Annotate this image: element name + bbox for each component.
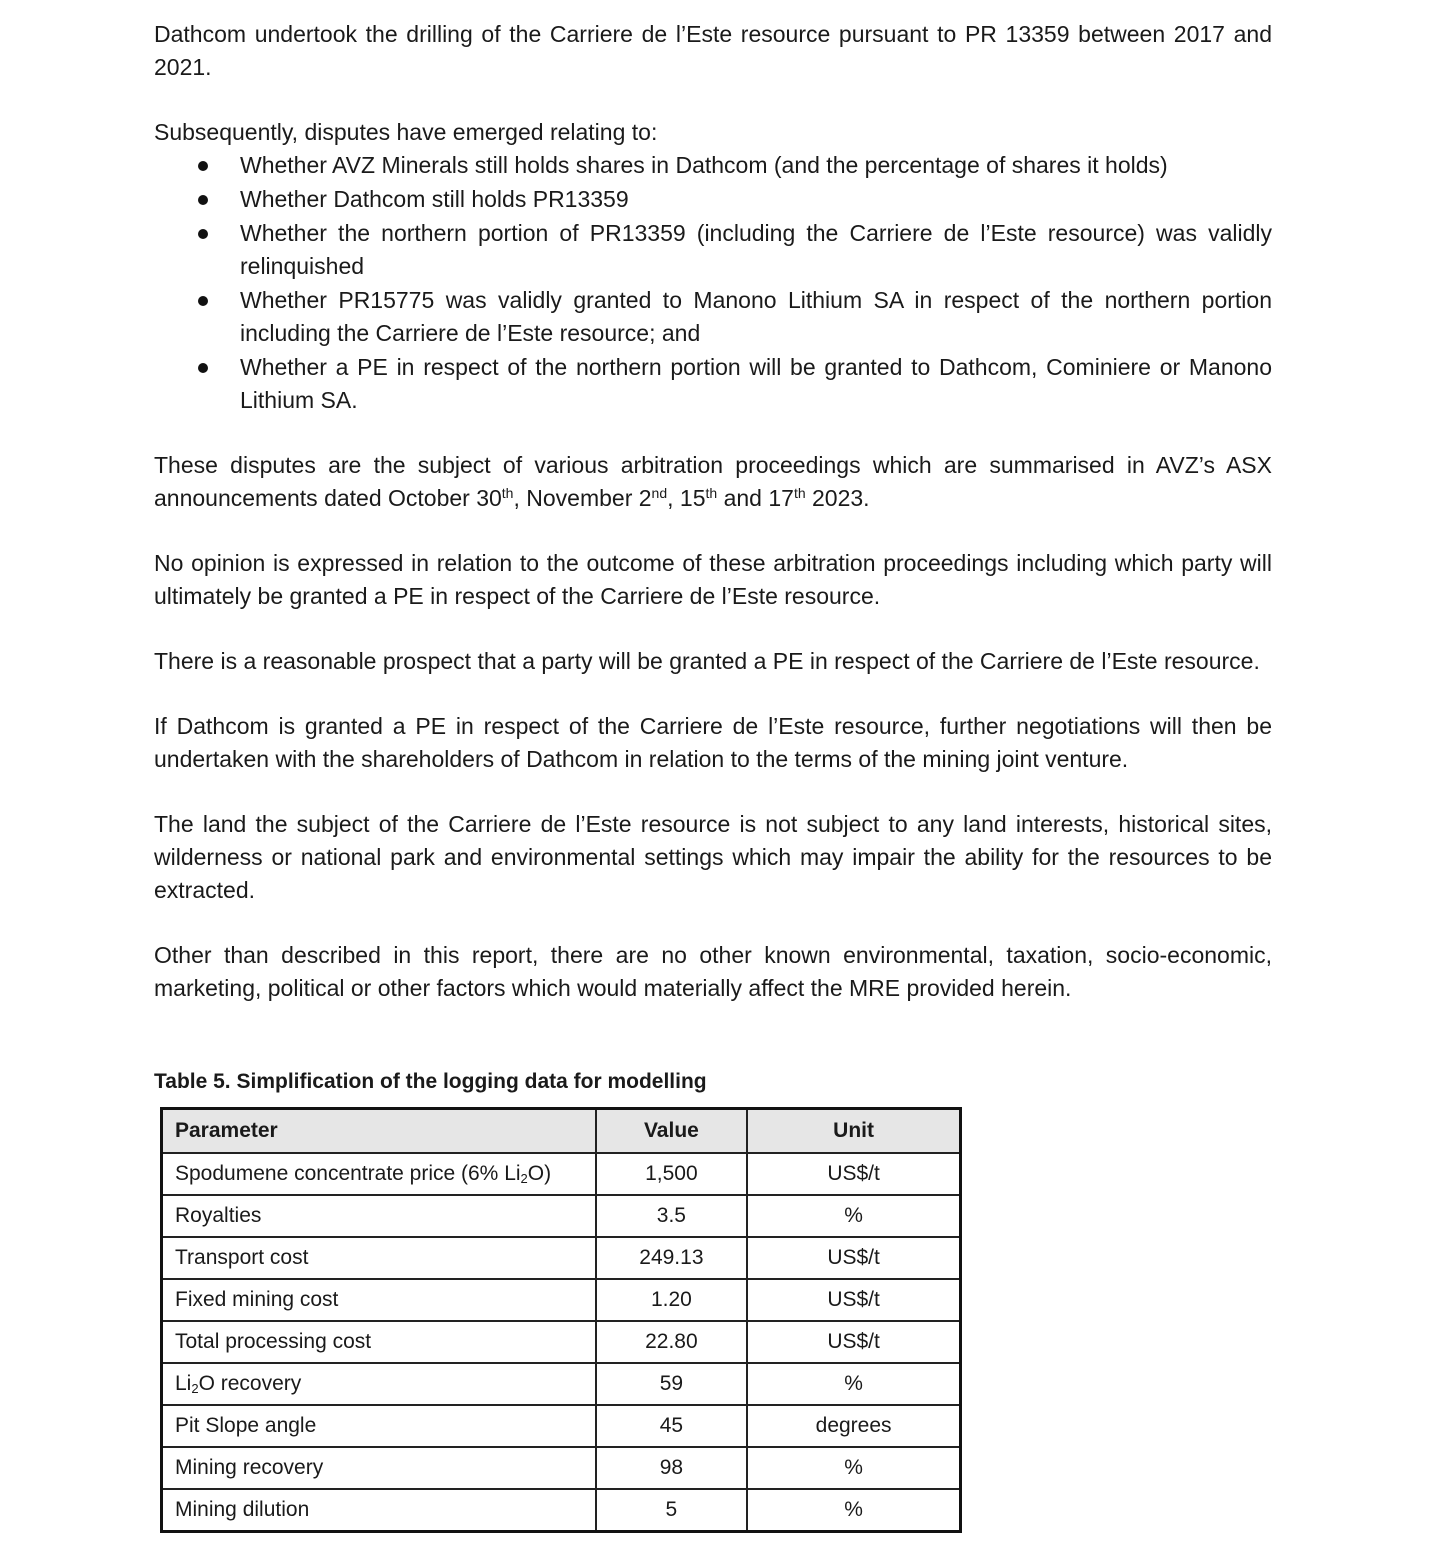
paragraph-land: The land the subject of the Carriere de l’Este resource is not subject to any land interests, historical sites, wilderness or national park and environmental settings which may impair the ability for the resources to be extracted. [154, 811, 1272, 903]
table-row [162, 1405, 961, 1447]
list-item: Whether the northern portion of PR13359 (including the Carriere de l’Este resource) was validly relinquished [154, 217, 1272, 283]
paragraph-drilling: Dathcom undertook the drilling of the Carriere de l’Este resource pursuant to PR 13359 between 2017 and 2021. [154, 21, 1272, 80]
cell-unit: % [747, 1195, 960, 1237]
cell-value: 3.5 [596, 1195, 748, 1237]
table-row [162, 1321, 961, 1363]
cell-unit: US$/t [747, 1321, 960, 1363]
cell-value: 22.80 [596, 1321, 748, 1363]
cell-unit: % [747, 1363, 960, 1405]
paragraph-reasonable-prospect: There is a reasonable prospect that a party will be granted a PE in respect of the Carriere de l’Este resource. [154, 648, 1260, 674]
cell-unit: US$/t [747, 1237, 960, 1279]
cell-value: 249.13 [596, 1237, 748, 1279]
bullet-icon [198, 363, 208, 373]
table-row [162, 1195, 961, 1237]
cell-value: 45 [596, 1405, 748, 1447]
bullet-icon [198, 229, 208, 239]
table-header-row [162, 1109, 961, 1154]
cell-unit: % [747, 1489, 960, 1532]
document-body [154, 18, 1272, 1005]
paragraph-disputes-lead: Subsequently, disputes have emerged relating to: [154, 119, 658, 145]
cell-value: 1.20 [596, 1279, 748, 1321]
table-row [162, 1363, 961, 1405]
cell-unit: US$/t [747, 1279, 960, 1321]
cell-parameter: Mining recovery [162, 1447, 596, 1489]
bullet-icon [198, 161, 208, 171]
column-header-value: Value [596, 1109, 748, 1154]
cell-parameter: Spodumene concentrate price (6% $Li_2O$) [162, 1153, 596, 1195]
cell-parameter: Fixed mining cost [162, 1279, 596, 1321]
cell-parameter: Royalties [162, 1195, 596, 1237]
paragraph-arbitration: These disputes are the subject of various arbitration proceedings which are summarised in AVZ’s ASX announcements dated October 30th, November 2nd, 15th and 17th 2023. [154, 452, 1272, 511]
list-item: Whether AVZ Minerals still holds shares in Dathcom (and the percentage of shares it holds) [154, 149, 1272, 182]
cell-value: 59 [596, 1363, 748, 1405]
table-caption: Table 5. Simplification of the logging data for modelling [154, 1070, 707, 1093]
column-header-parameter: Parameter [162, 1109, 596, 1154]
cell-value: 1,500 [596, 1153, 748, 1195]
cell-unit: % [747, 1447, 960, 1489]
table-row [162, 1447, 961, 1489]
table-row [162, 1237, 961, 1279]
bullet-icon [198, 195, 208, 205]
disputes-list [154, 149, 1272, 417]
cell-value: 5 [596, 1489, 748, 1532]
cell-parameter: $Li_2O$ recovery [162, 1363, 596, 1405]
list-item: Whether PR15775 was validly granted to Manono Lithium SA in respect of the northern portion including the Carriere de l’Este resource; and [154, 284, 1272, 350]
cell-unit: degrees [747, 1405, 960, 1447]
cell-parameter: Transport cost [162, 1237, 596, 1279]
cell-value: 98 [596, 1447, 748, 1489]
cell-parameter: Mining dilution [162, 1489, 596, 1532]
table-row [162, 1279, 961, 1321]
paragraph-negotiations: If Dathcom is granted a PE in respect of the Carriere de l’Este resource, further negotiations will then be undertaken with the shareholders of Dathcom in relation to the terms of the mining joint venture. [154, 713, 1272, 772]
bullet-icon [198, 296, 208, 306]
column-header-unit: Unit [747, 1109, 960, 1154]
table-row [162, 1489, 961, 1532]
paragraph-other-factors: Other than described in this report, there are no other known environmental, taxation, socio-economic, marketing, political or other factors which would materially affect the MRE provided herein. [154, 942, 1272, 1001]
list-item: Whether a PE in respect of the northern portion will be granted to Dathcom, Cominiere or Manono Lithium SA. [154, 351, 1272, 417]
paragraph-no-opinion: No opinion is expressed in relation to the outcome of these arbitration proceedings including which party will ultimately be granted a PE in respect of the Carriere de l’Este resource. [154, 550, 1272, 609]
parameters-table [160, 1107, 962, 1533]
cell-parameter: Pit Slope angle [162, 1405, 596, 1447]
cell-unit: US$/t [747, 1153, 960, 1195]
cell-parameter: Total processing cost [162, 1321, 596, 1363]
list-item: Whether Dathcom still holds PR13359 [154, 183, 1272, 216]
table-row [162, 1153, 961, 1195]
